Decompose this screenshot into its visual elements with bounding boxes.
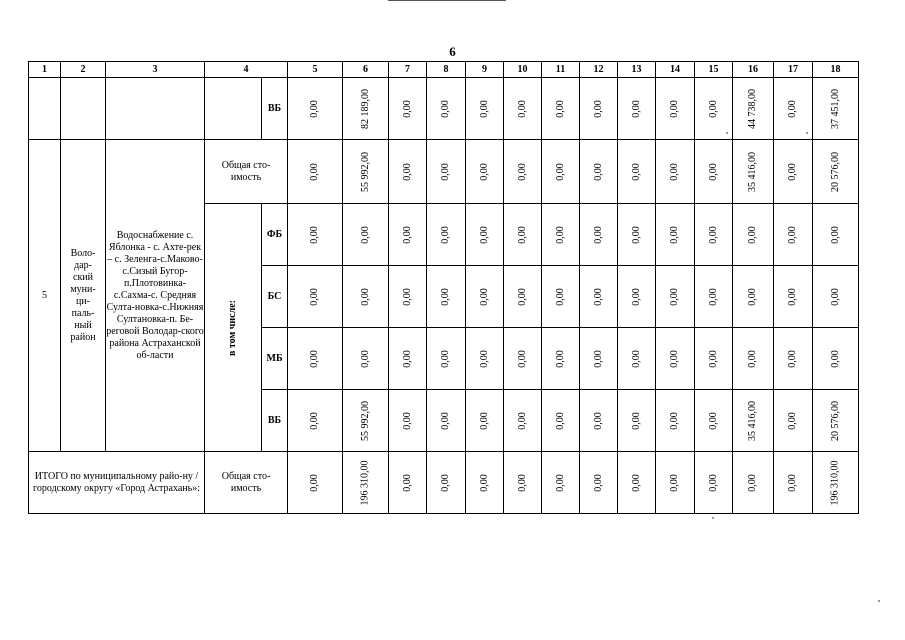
cell-empty xyxy=(205,78,262,140)
value-text: 0,00 xyxy=(554,473,566,492)
value-cell xyxy=(542,266,580,328)
value-text: 0,00 xyxy=(787,473,799,492)
value-text: 0,00 xyxy=(478,411,490,430)
value-text: 0,00 xyxy=(554,225,566,244)
value-text: 0,00 xyxy=(440,162,452,181)
budget-table xyxy=(28,61,859,514)
value-cell xyxy=(580,328,618,390)
value-text: 0,00 xyxy=(707,225,719,244)
value-text: 0,00 xyxy=(669,99,681,118)
value-text: 20 576,00 xyxy=(829,400,841,441)
top-rule xyxy=(388,0,506,1)
value-text: 0,00 xyxy=(309,225,321,244)
value-text: 0,00 xyxy=(747,349,759,368)
grand-total-cost-label xyxy=(205,452,288,514)
value-text: 0,00 xyxy=(669,225,681,244)
value-cell xyxy=(695,328,733,390)
value-text: 0,00 xyxy=(554,349,566,368)
cell-empty xyxy=(106,78,205,140)
value-cell xyxy=(695,266,733,328)
value-cell xyxy=(542,390,580,452)
value-text: 0,00 xyxy=(787,225,799,244)
value-text: 0,00 xyxy=(707,287,719,306)
value-text: 35 416,00 xyxy=(747,400,759,441)
scan-speck xyxy=(712,517,714,519)
value-cell xyxy=(656,78,695,140)
value-text: 0,00 xyxy=(592,162,604,181)
source-label: ВБ xyxy=(262,78,288,140)
value-text: 0,00 xyxy=(554,411,566,430)
value-text: 20 576,00 xyxy=(829,151,841,192)
value-text: 0,00 xyxy=(401,99,413,118)
value-text: 0,00 xyxy=(401,473,413,492)
value-cell xyxy=(466,390,504,452)
header-col: 5 xyxy=(288,62,343,78)
value-cell xyxy=(542,452,580,514)
value-cell xyxy=(656,140,695,204)
value-text: 0,00 xyxy=(829,287,841,306)
value-cell xyxy=(343,390,389,452)
value-cell xyxy=(427,328,466,390)
value-text: 196 310,00 xyxy=(359,460,371,505)
value-text: 0,00 xyxy=(707,349,719,368)
value-text: 0,00 xyxy=(669,349,681,368)
value-cell xyxy=(343,78,389,140)
header-col: 1 xyxy=(29,62,61,78)
value-cell xyxy=(504,452,542,514)
value-text: 0,00 xyxy=(401,349,413,368)
value-text: 0,00 xyxy=(309,349,321,368)
value-cell xyxy=(733,328,774,390)
value-text: 0,00 xyxy=(401,411,413,430)
value-text: 55 992,00 xyxy=(359,151,371,192)
value-text: 0,00 xyxy=(401,225,413,244)
value-text: 0,00 xyxy=(478,287,490,306)
value-text: 37 451,00 xyxy=(829,88,841,129)
value-cell xyxy=(695,78,733,140)
value-text: 0,00 xyxy=(440,99,452,118)
value-cell xyxy=(656,390,695,452)
value-cell xyxy=(288,328,343,390)
value-text: 0,00 xyxy=(669,287,681,306)
header-col: 17 xyxy=(774,62,813,78)
value-cell xyxy=(504,328,542,390)
value-cell xyxy=(733,78,774,140)
value-cell xyxy=(813,78,859,140)
value-cell xyxy=(504,204,542,266)
table-row-continued xyxy=(29,78,859,140)
source-label: МБ xyxy=(262,328,288,390)
value-cell xyxy=(656,204,695,266)
value-text: 0,00 xyxy=(630,99,642,118)
value-cell xyxy=(695,140,733,204)
value-text: 0,00 xyxy=(747,225,759,244)
value-cell xyxy=(618,78,656,140)
value-cell xyxy=(288,78,343,140)
value-cell xyxy=(427,78,466,140)
value-text: 0,00 xyxy=(787,287,799,306)
value-text: 0,00 xyxy=(829,349,841,368)
value-cell xyxy=(389,204,427,266)
value-cell xyxy=(542,328,580,390)
value-cell xyxy=(774,328,813,390)
value-text: 0,00 xyxy=(516,162,528,181)
value-cell xyxy=(288,266,343,328)
cell-empty xyxy=(29,78,61,140)
value-text: 0,00 xyxy=(707,162,719,181)
source-label: БС xyxy=(262,266,288,328)
value-text: 0,00 xyxy=(309,411,321,430)
value-cell xyxy=(288,452,343,514)
value-cell xyxy=(618,140,656,204)
value-text: 35 416,00 xyxy=(747,151,759,192)
value-cell xyxy=(813,140,859,204)
value-text: 0,00 xyxy=(440,225,452,244)
value-cell xyxy=(466,204,504,266)
value-text: 0,00 xyxy=(829,225,841,244)
value-cell xyxy=(389,328,427,390)
value-cell xyxy=(733,204,774,266)
value-text: 0,00 xyxy=(630,473,642,492)
value-cell xyxy=(774,140,813,204)
value-text: 0,00 xyxy=(401,287,413,306)
header-col: 3 xyxy=(106,62,205,78)
value-text: 0,00 xyxy=(592,349,604,368)
value-cell xyxy=(618,452,656,514)
header-col: 15 xyxy=(695,62,733,78)
value-text: 0,00 xyxy=(440,473,452,492)
header-col: 6 xyxy=(343,62,389,78)
value-cell xyxy=(813,328,859,390)
value-text: 0,00 xyxy=(554,162,566,181)
value-cell xyxy=(542,204,580,266)
value-text: 0,00 xyxy=(592,411,604,430)
value-text: 0,00 xyxy=(478,349,490,368)
value-text: 0,00 xyxy=(516,411,528,430)
value-text: 0,00 xyxy=(309,473,321,492)
grand-total-cost-label-text: Общая сто- имость xyxy=(221,470,271,494)
value-text: 0,00 xyxy=(630,162,642,181)
value-cell xyxy=(580,452,618,514)
value-cell xyxy=(466,328,504,390)
value-text: 0,00 xyxy=(554,287,566,306)
value-cell xyxy=(733,140,774,204)
value-text: 44 738,00 xyxy=(747,88,759,129)
value-cell xyxy=(427,390,466,452)
value-cell xyxy=(504,140,542,204)
value-cell xyxy=(695,452,733,514)
source-label: ФБ xyxy=(262,204,288,266)
value-cell xyxy=(618,390,656,452)
value-text: 0,00 xyxy=(669,411,681,430)
including-label-text: в том числе: xyxy=(227,299,239,356)
value-text: 0,00 xyxy=(747,473,759,492)
value-cell xyxy=(288,140,343,204)
value-text: 0,00 xyxy=(554,99,566,118)
value-cell xyxy=(389,390,427,452)
value-text: 0,00 xyxy=(516,99,528,118)
value-cell xyxy=(427,266,466,328)
value-cell xyxy=(656,266,695,328)
value-cell xyxy=(343,452,389,514)
value-cell xyxy=(580,140,618,204)
value-cell xyxy=(774,390,813,452)
header-col: 13 xyxy=(618,62,656,78)
including-label xyxy=(205,204,262,452)
header-col: 10 xyxy=(504,62,542,78)
value-text: 0,00 xyxy=(707,473,719,492)
value-text: 0,00 xyxy=(359,349,371,368)
value-cell xyxy=(813,452,859,514)
header-col: 16 xyxy=(733,62,774,78)
value-text: 196 310,00 xyxy=(829,460,841,505)
header-col: 4 xyxy=(205,62,288,78)
grand-total-label: ИТОГО по муниципальному райо-ну / городскому округу «Город Астрахань»: xyxy=(29,452,205,514)
value-cell xyxy=(733,452,774,514)
header-row xyxy=(29,62,859,78)
value-cell xyxy=(427,204,466,266)
value-text: 0,00 xyxy=(630,287,642,306)
value-cell xyxy=(343,266,389,328)
value-cell xyxy=(580,266,618,328)
value-text: 0,00 xyxy=(630,225,642,244)
value-text: 0,00 xyxy=(630,411,642,430)
value-cell xyxy=(656,452,695,514)
value-cell xyxy=(733,266,774,328)
scan-speck xyxy=(726,132,728,134)
value-text: 0,00 xyxy=(747,287,759,306)
value-text: 0,00 xyxy=(630,349,642,368)
table-row-total-cost xyxy=(29,140,859,204)
header-col: 8 xyxy=(427,62,466,78)
value-cell xyxy=(288,390,343,452)
header-col: 12 xyxy=(580,62,618,78)
value-cell xyxy=(813,266,859,328)
value-cell xyxy=(542,78,580,140)
value-cell xyxy=(774,78,813,140)
value-text: 0,00 xyxy=(669,473,681,492)
value-text: 0,00 xyxy=(592,225,604,244)
value-text: 0,00 xyxy=(440,349,452,368)
value-cell xyxy=(504,78,542,140)
rayon-name xyxy=(61,140,106,452)
value-cell xyxy=(813,390,859,452)
source-label: ВБ xyxy=(262,390,288,452)
value-cell xyxy=(389,78,427,140)
header-col: 11 xyxy=(542,62,580,78)
value-cell xyxy=(427,452,466,514)
value-cell xyxy=(466,266,504,328)
value-text: 0,00 xyxy=(516,349,528,368)
value-cell xyxy=(343,204,389,266)
header-col: 14 xyxy=(656,62,695,78)
value-text: 0,00 xyxy=(359,225,371,244)
value-text: 82 189,00 xyxy=(359,88,371,129)
value-cell xyxy=(695,390,733,452)
value-cell xyxy=(389,266,427,328)
value-text: 0,00 xyxy=(309,99,321,118)
value-text: 0,00 xyxy=(359,287,371,306)
value-cell xyxy=(542,140,580,204)
total-cost-label-text: Общая сто- имость xyxy=(221,159,271,183)
value-text: 0,00 xyxy=(516,287,528,306)
value-text: 0,00 xyxy=(516,473,528,492)
cell-empty xyxy=(61,78,106,140)
value-cell xyxy=(504,266,542,328)
value-cell xyxy=(774,204,813,266)
value-cell xyxy=(466,140,504,204)
header-col: 9 xyxy=(466,62,504,78)
value-cell xyxy=(695,204,733,266)
value-text: 0,00 xyxy=(309,162,321,181)
scan-speck xyxy=(878,600,880,602)
header-col: 2 xyxy=(61,62,106,78)
value-text: 0,00 xyxy=(787,99,799,118)
value-text: 0,00 xyxy=(707,99,719,118)
value-cell xyxy=(389,140,427,204)
value-cell xyxy=(427,140,466,204)
value-text: 0,00 xyxy=(707,411,719,430)
value-cell xyxy=(580,204,618,266)
item-number: 5 xyxy=(29,140,61,452)
value-cell xyxy=(288,204,343,266)
project-description: Водоснабжение с. Яблонка - с. Ахте-рек – с. Зеленга-с.Маково-с.Сизый Бугор-п.Плотовинка-с.Сахма-с. Средняя Султа-новка-с.Нижняя Султановка-п. Бе-реговой Володар-ского района Астраханской об-ласти xyxy=(106,140,205,452)
table-row-grand-total xyxy=(29,452,859,514)
value-cell xyxy=(774,452,813,514)
value-text: 0,00 xyxy=(592,99,604,118)
value-text: 0,00 xyxy=(478,162,490,181)
value-text: 0,00 xyxy=(592,287,604,306)
value-cell xyxy=(580,390,618,452)
value-text: 55 992,00 xyxy=(359,400,371,441)
page-number: 6 xyxy=(449,44,456,59)
value-cell xyxy=(733,390,774,452)
header-col: 7 xyxy=(389,62,427,78)
value-text: 0,00 xyxy=(309,287,321,306)
value-text: 0,00 xyxy=(592,473,604,492)
value-cell xyxy=(618,266,656,328)
value-cell xyxy=(618,204,656,266)
value-cell xyxy=(389,452,427,514)
value-text: 0,00 xyxy=(787,162,799,181)
total-cost-label xyxy=(205,140,288,204)
value-text: 0,00 xyxy=(787,349,799,368)
value-cell xyxy=(466,78,504,140)
rayon-name-text: Воло- дар- ский муни- ци- паль- ный район xyxy=(70,247,96,343)
value-cell xyxy=(343,328,389,390)
value-cell xyxy=(343,140,389,204)
value-text: 0,00 xyxy=(669,162,681,181)
value-text: 0,00 xyxy=(787,411,799,430)
value-text: 0,00 xyxy=(440,287,452,306)
value-cell xyxy=(466,452,504,514)
value-cell xyxy=(504,390,542,452)
value-text: 0,00 xyxy=(478,225,490,244)
value-text: 0,00 xyxy=(516,225,528,244)
value-text: 0,00 xyxy=(401,162,413,181)
value-text: 0,00 xyxy=(478,99,490,118)
value-text: 0,00 xyxy=(440,411,452,430)
value-cell xyxy=(618,328,656,390)
scan-speck xyxy=(806,132,808,134)
header-col: 18 xyxy=(813,62,859,78)
value-cell xyxy=(656,328,695,390)
value-cell xyxy=(813,204,859,266)
value-text: 0,00 xyxy=(478,473,490,492)
value-cell xyxy=(774,266,813,328)
value-cell xyxy=(580,78,618,140)
